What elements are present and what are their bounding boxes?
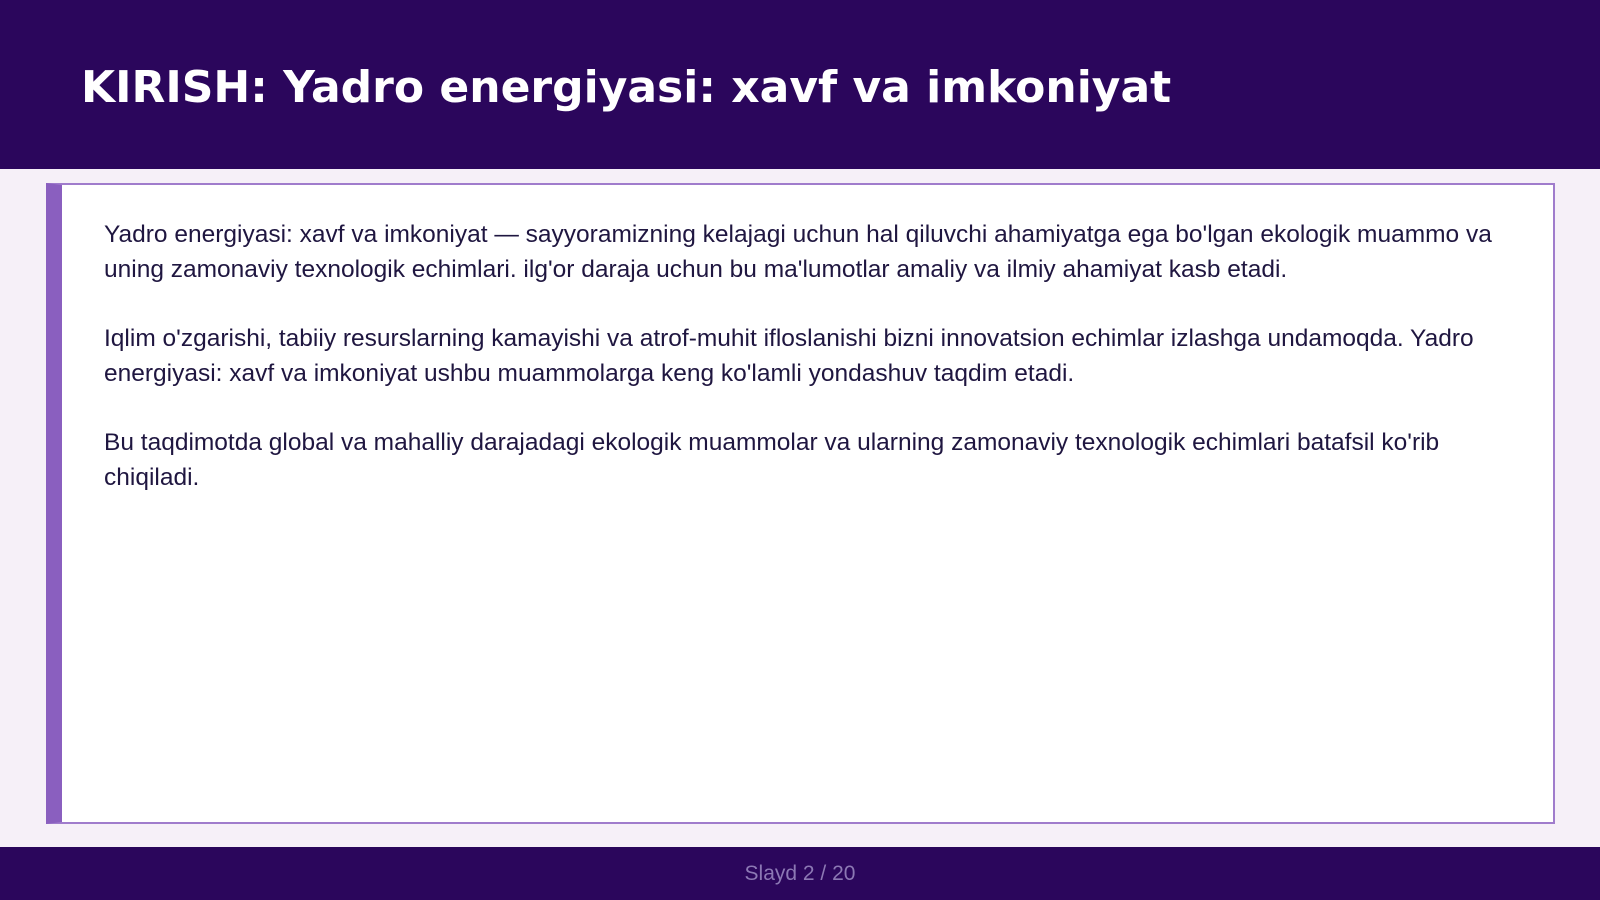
slide-counter: Slayd 2 / 20 (744, 861, 856, 885)
slide-title: KIRISH: Yadro energiyasi: xavf va imkoniyat (81, 62, 1172, 113)
overview-paragraph: Bu taqdimotda global va mahalliy darajadagi ekologik muammolar va ularning zamonaviy texnologik echimlari batafsil ko'rib chiqiladi. (104, 429, 1440, 491)
context-paragraph: Iqlim o'zgarishi, tabiiy resurslarning kamayishi va atrof-muhit ifloslanishi bizni innovatsion echimlar izlashga undamoqda. Yadro energiyasi: xavf va imkoniyat ushbu muammolarga keng ko'lamli yondashuv taqdim etadi. (104, 325, 1474, 387)
slide-footer (0, 847, 1600, 900)
intro-paragraph: Yadro energiyasi: xavf va imkoniyat — sayyoramizning kelajagi uchun hal qiluvchi ahamiyatga ega bo'lgan ekologik muammo va uning zamonaviy texnologik echimlari. ilg'or daraja uchun bu ma'lumotlar amaliy va ilmiy ahamiyat kasb etadi. (104, 221, 1492, 283)
content-body (104, 217, 1524, 529)
slide-header (0, 0, 1600, 169)
